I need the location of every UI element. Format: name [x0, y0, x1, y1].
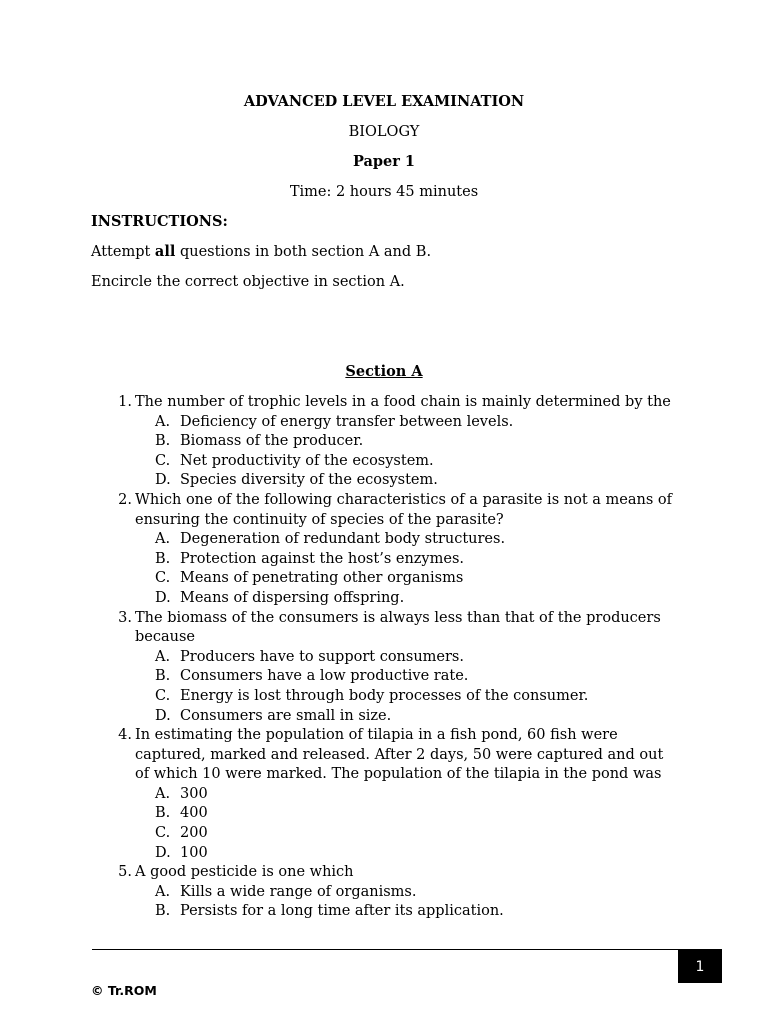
option-letter: B. [155, 550, 171, 567]
option-letter: D. [155, 707, 171, 724]
option-d [110, 844, 690, 864]
page-number: 1 [678, 950, 722, 983]
question-number: 5. [118, 864, 132, 881]
instructions-heading: INSTRUCTIONS: [91, 213, 228, 230]
option-letter: A. [155, 531, 171, 548]
option-letter: D. [155, 844, 171, 861]
instruction-line-1 [91, 242, 431, 262]
option-b [110, 667, 690, 687]
instruction-text: Attempt [91, 244, 155, 260]
question-2 [110, 491, 690, 609]
option-text: Means of dispersing offspring. [180, 589, 405, 606]
option-c [110, 687, 690, 707]
option-a [110, 413, 690, 433]
option-text: Kills a wide range of organisms. [180, 883, 417, 900]
option-c [110, 824, 690, 844]
option-c [110, 569, 690, 589]
question-text: The number of trophic levels in a food chain is mainly determined by the [135, 394, 671, 410]
option-letter: D. [155, 472, 171, 489]
question-list [110, 393, 690, 922]
option-text: Deficiency of energy transfer between levels. [180, 413, 514, 430]
option-d [110, 471, 690, 491]
copyright-notice: © Tr.ROM [91, 983, 157, 998]
exam-title: ADVANCED LEVEL EXAMINATION [243, 93, 525, 110]
option-letter: C. [155, 570, 171, 587]
option-c [110, 452, 690, 472]
question-number: 4. [118, 727, 132, 744]
paper-title: Paper 1 [352, 153, 416, 170]
option-text: 400 [180, 805, 208, 822]
question-number: 1. [118, 394, 132, 410]
option-text: Persists for a long time after its application. [180, 903, 504, 920]
option-letter: B. [155, 903, 171, 920]
option-text: Energy is lost through body processes of the consumer. [180, 687, 589, 704]
option-text: Consumers are small in size. [180, 707, 392, 724]
option-letter: A. [155, 785, 171, 802]
question-1 [110, 393, 690, 491]
section-title: Section A [345, 363, 423, 380]
option-text: Species diversity of the ecosystem. [180, 472, 438, 489]
option-text: 200 [180, 825, 208, 842]
option-d [110, 589, 690, 609]
question-4 [110, 726, 690, 863]
option-letter: A. [155, 648, 171, 665]
instruction-text: questions in both section A and B. [175, 244, 432, 260]
option-b [110, 432, 690, 452]
exam-duration: Time: 2 hours 45 minutes [289, 184, 479, 200]
option-a [110, 530, 690, 550]
question-number: 3. [118, 609, 132, 626]
instruction-line-2: Encircle the correct objective in section A. [91, 274, 405, 290]
option-letter: B. [155, 805, 171, 822]
option-text: Degeneration of redundant body structures. [180, 531, 506, 548]
option-b [110, 804, 690, 824]
option-text: Producers have to support consumers. [180, 648, 464, 665]
option-letter: D. [155, 589, 171, 606]
option-a [110, 648, 690, 668]
question-number: 2. [118, 491, 132, 508]
option-letter: C. [155, 452, 171, 469]
question-text: A good pesticide is one which [135, 864, 354, 881]
footer-divider [92, 949, 722, 950]
instruction-emphasis: all [154, 243, 176, 260]
question-3 [110, 609, 690, 727]
option-text: Biomass of the producer. [180, 433, 364, 450]
option-b [110, 902, 690, 922]
question-text: In estimating the population of tilapia in a fish pond, 60 fish were captured, marked and released. After 2 days, 50 were captured and out of which 10 were marked. The population of the tilapia in the pond was [135, 727, 664, 783]
option-letter: A. [155, 883, 171, 900]
option-letter: B. [155, 668, 171, 685]
option-text: 100 [180, 844, 208, 861]
option-letter: B. [155, 433, 171, 450]
option-letter: C. [155, 825, 171, 842]
question-text: Which one of the following characteristics of a parasite is not a means of ensuring the continuity of species of the parasite? [135, 491, 672, 528]
option-a [110, 785, 690, 805]
option-text: 300 [180, 785, 208, 802]
subject-title: BIOLOGY [348, 124, 420, 140]
option-text: Protection against the host’s enzymes. [180, 550, 464, 567]
option-text: Means of penetrating other organisms [180, 570, 464, 587]
option-d [110, 707, 690, 727]
option-letter: A. [155, 413, 171, 430]
option-letter: C. [155, 687, 171, 704]
option-a [110, 883, 690, 903]
option-text: Net productivity of the ecosystem. [180, 452, 434, 469]
option-b [110, 550, 690, 570]
option-text: Consumers have a low productive rate. [180, 668, 469, 685]
question-text: The biomass of the consumers is always less than that of the producers because [135, 609, 661, 646]
question-5 [110, 863, 690, 922]
